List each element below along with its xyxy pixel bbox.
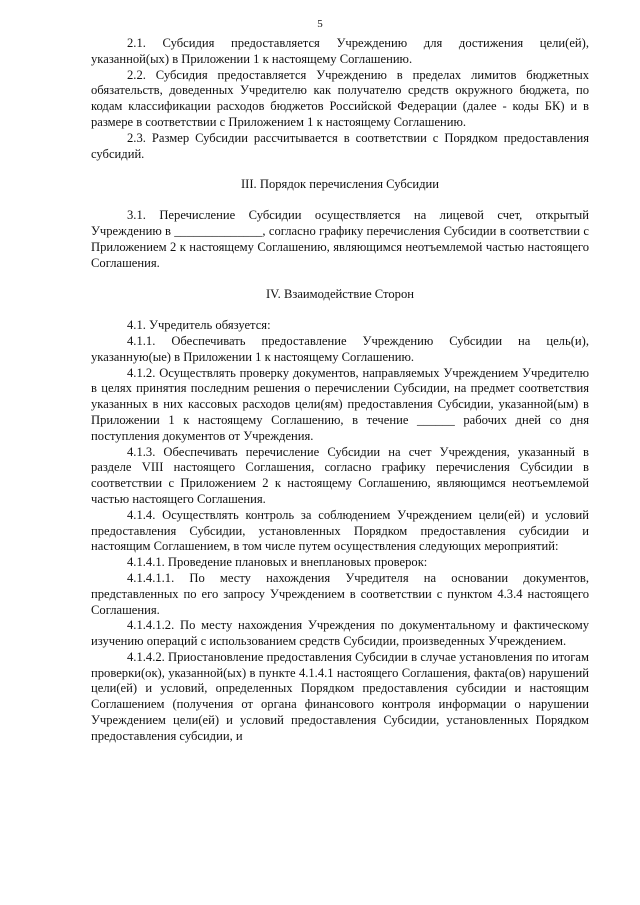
paragraph-4-1-4-1-1: 4.1.4.1.1. По месту нахождения Учредителя на основании документов, представленных по его запросу Учреждением в соответствии с пунктом 4.3.4 настоящего Соглашения. bbox=[91, 570, 589, 617]
section-heading-4: IV. Взаимодействие Сторон bbox=[265, 287, 415, 302]
paragraph-4-1: 4.1. Учредитель обязуется: bbox=[127, 318, 271, 333]
paragraph-4-1-4: 4.1.4. Осуществлять контроль за соблюдением Учреждением цели(ей) и условий предоставления Субсидии, установленных Порядком предоставления субсидии и настоящим Соглашением, в том числе путем осуществления следующих мероприятий: bbox=[91, 507, 589, 554]
page-number: 5 bbox=[317, 18, 323, 30]
paragraph-4-1-3: 4.1.3. Обеспечивать перечисление Субсидии на счет Учреждения, указанный в разделе VIII настоящего Соглашения, согласно графику перечисления Субсидии в соответствии с Приложением 2 к настоящему Соглашению, являющимся неотъемлемой частью настоящего Соглашения. bbox=[91, 444, 589, 506]
paragraph-2-3: 2.3. Размер Субсидии рассчитывается в соответствии с Порядком предоставления субсидий. bbox=[91, 130, 589, 161]
paragraph-4-1-4-1-2: 4.1.4.1.2. По месту нахождения Учреждения по документальному и фактическому изучению операций с использованием средств Субсидии, произведенных Учреждением. bbox=[91, 618, 589, 649]
paragraph-2-1: 2.1. Субсидия предоставляется Учреждению для достижения цели(ей), указанной(ых) в Приложении 1 к настоящему Соглашению. bbox=[91, 36, 589, 66]
section-heading-3: III. Порядок перечисления Субсидии bbox=[240, 177, 440, 192]
paragraph-4-1-1: 4.1.1. Обеспечивать предоставление Учреждению Субсидии на цель(и), указанную(ые) в Приложении 1 к настоящему Соглашению. bbox=[91, 333, 589, 364]
paragraph-3-1: 3.1. Перечисление Субсидии осуществляется на лицевой счет, открытый Учреждению в ______________, согласно графику перечисления Субсидии в соответствии с Приложением 2 к настоящему Соглашению, являющимся неотъемлемой частью настоящего Соглашения. bbox=[91, 208, 589, 270]
document-body bbox=[91, 36, 589, 745]
paragraph-4-1-2: 4.1.2. Осуществлять проверку документов, направляемых Учреждением Учредителю в целях принятия последним решения о перечислении Субсидии, на предмет соответствия указанных в них кассовых расходов цели(ям) предоставления Субсидии, указанной(ым) в Приложении 1 к настоящему Соглашению, в течение ______ рабочих дней со дня поступления документов от Учреждения. bbox=[91, 365, 589, 443]
paragraph-2-2: 2.2. Субсидия предоставляется Учреждению в пределах лимитов бюджетных обязательств, доведенных Учредителю как получателю средств окружного бюджета, по кодам классификации расходов бюджетов Российской Федерации (далее - коды БК) и в размере в соответствии с Приложением 1 к настоящему Соглашению. bbox=[91, 67, 589, 129]
paragraph-4-1-4-2: 4.1.4.2. Приостановление предоставления Субсидии в случае установления по итогам проверки(ок), указанной(ых) в пункте 4.1.4.1 настоящего Соглашения, факта(ов) нарушений цели(ей) и условий, определенных Порядком предоставления субсидии и настоящим Соглашением (получения от органа финансового контроля информации о нарушении Учреждением цели(ей) и условий предоставления Субсидии, установленных Порядком предоставления субсидии, и bbox=[91, 649, 589, 743]
paragraph-4-1-4-1: 4.1.4.1. Проведение плановых и внеплановых проверок: bbox=[127, 555, 428, 570]
